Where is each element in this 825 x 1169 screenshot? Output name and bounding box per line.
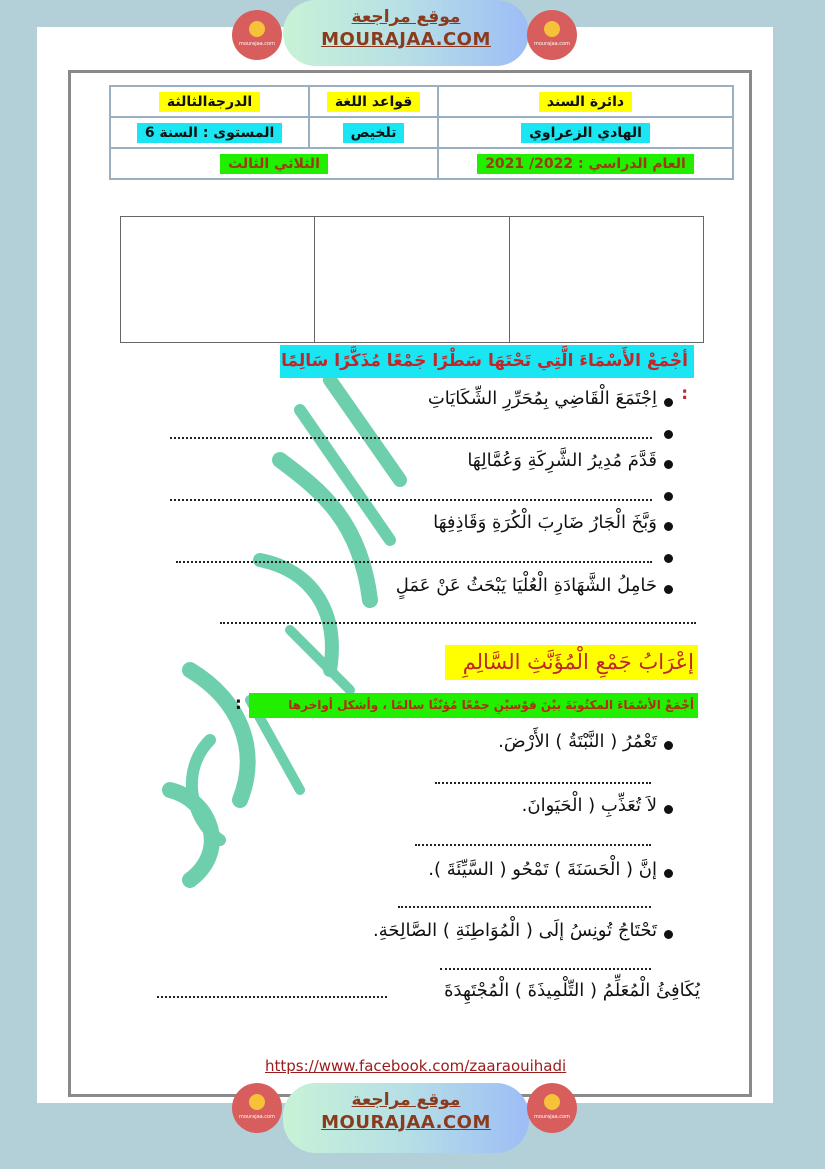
exercise2-sentence: إنَّ ( الْحَسَنَةَ ) تَمْحُو ( السَّيِّئَةَ ).: [428, 859, 657, 880]
answer-line[interactable]: [440, 968, 651, 970]
blank-answer-box: [120, 216, 704, 343]
grade-level-label: الدرجةالثالثة: [159, 92, 260, 112]
exercise2-instruction: أجْمَعْ الأسْمَاءَ المكتُوبَةَ بيْنَ قوْسيْنِ جمْعًا مُؤنّثًا سالمًا ، وأشكل أواخرها: [249, 693, 698, 718]
district-label: دائرة السند: [539, 92, 632, 112]
header-table: [109, 85, 734, 180]
answer-line[interactable]: [398, 906, 651, 908]
site-logo-left-top[interactable]: mourajaa.com: [232, 10, 282, 60]
answer-line[interactable]: [435, 782, 651, 784]
bullet-icon: [664, 398, 673, 407]
site-logo-left-bottom[interactable]: mourajaa.com: [232, 1083, 282, 1133]
exercise1-sentence: وَبَّخَ الْجَارُ ضَارِبَ الْكُرَةِ وَقَاذِفِهَا: [433, 512, 657, 533]
bullet-icon: [664, 585, 673, 594]
bullet-icon: [664, 522, 673, 531]
class-level: المستوى : السنة 6: [137, 123, 283, 143]
bullet-icon: [664, 492, 673, 501]
answer-line[interactable]: [170, 499, 652, 501]
school-year: العام الدراسي : 2022/ 2021: [477, 154, 694, 174]
exercise2-title: إعْرَابُ جَمْعِ الْمُؤَنَّثِ السَّالِمِ: [445, 645, 698, 680]
book-icon: [544, 1094, 560, 1110]
exercise1-instruction: أجْمَعْ الأَسْمَاءَ الَّتِي تَحْتَهَا سَطْرًا جَمْعًا مُذَكَّرًا سَالِمًا :: [280, 345, 694, 378]
site-name-latin: MOURAJAA.COM: [321, 29, 491, 50]
subject-label: قواعد اللغة: [327, 92, 420, 112]
exercise2-sentence: يُكَافِئُ الْمُعَلِّمُ ( التِّلْمِيذَةَ ) الْمُجْتَهِدَةَ: [444, 980, 700, 1001]
blank-cell: [315, 217, 509, 342]
site-name-arabic: موقع مراجعة: [351, 7, 461, 27]
instruction-colon: :: [235, 694, 242, 714]
bullet-icon: [664, 869, 673, 878]
site-badge-bottom[interactable]: [283, 1083, 529, 1153]
exercise1-sentence: اِجْتَمَعَ الْقَاضِي بِمُحَرِّرِ الشِّكَايَاتِ: [427, 388, 657, 409]
book-icon: [544, 21, 560, 37]
bullet-icon: [664, 805, 673, 814]
answer-line[interactable]: [176, 561, 652, 563]
answer-line[interactable]: [220, 622, 696, 624]
bullet-icon: [664, 930, 673, 939]
exercise2-sentence: تَحْتَاجُ تُونِسُ إلَى ( الْمُوَاطِنَةِ ) الصَّالِحَةِ.: [373, 920, 657, 941]
answer-line[interactable]: [170, 437, 652, 439]
blank-cell: [121, 217, 315, 342]
bullet-icon: [664, 430, 673, 439]
answer-line[interactable]: [157, 996, 387, 998]
site-logo-right-top[interactable]: mourajaa.com: [527, 10, 577, 60]
book-icon: [249, 21, 265, 37]
site-logo-right-bottom[interactable]: mourajaa.com: [527, 1083, 577, 1133]
exercise1-sentence: حَامِلُ الشَّهَادَةِ الْعُلْيَا يَبْحَثُ عَنْ عَمَلٍ: [395, 575, 657, 596]
site-name-arabic: موقع مراجعة: [351, 1090, 461, 1110]
book-icon: [249, 1094, 265, 1110]
bullet-icon: [664, 460, 673, 469]
lesson-type: تلخيص: [343, 123, 405, 143]
bullet-icon: [664, 741, 673, 750]
term-label: الثلاثي الثالث: [220, 154, 328, 174]
facebook-link[interactable]: https://www.facebook.com/zaaraouihadi: [265, 1057, 567, 1075]
blank-cell: [510, 217, 703, 342]
exercise2-sentence: لاَ تُعَذِّبِ ( الْحَيَوانَ.: [521, 795, 657, 816]
bullet-icon: [664, 554, 673, 563]
answer-line[interactable]: [415, 844, 651, 846]
exercise2-sentence: تَعْمُرُ ( النَّبْتَةُ ) الأَرْضَ.: [498, 731, 657, 752]
site-badge-top[interactable]: [283, 0, 529, 66]
exercise1-sentence: قَدَّمَ مُدِيرُ الشَّرِكَةِ وَعُمَّالِهَا: [467, 450, 657, 471]
site-name-latin: MOURAJAA.COM: [321, 1112, 491, 1133]
teacher-name: الهادي الزعراوي: [521, 123, 650, 143]
